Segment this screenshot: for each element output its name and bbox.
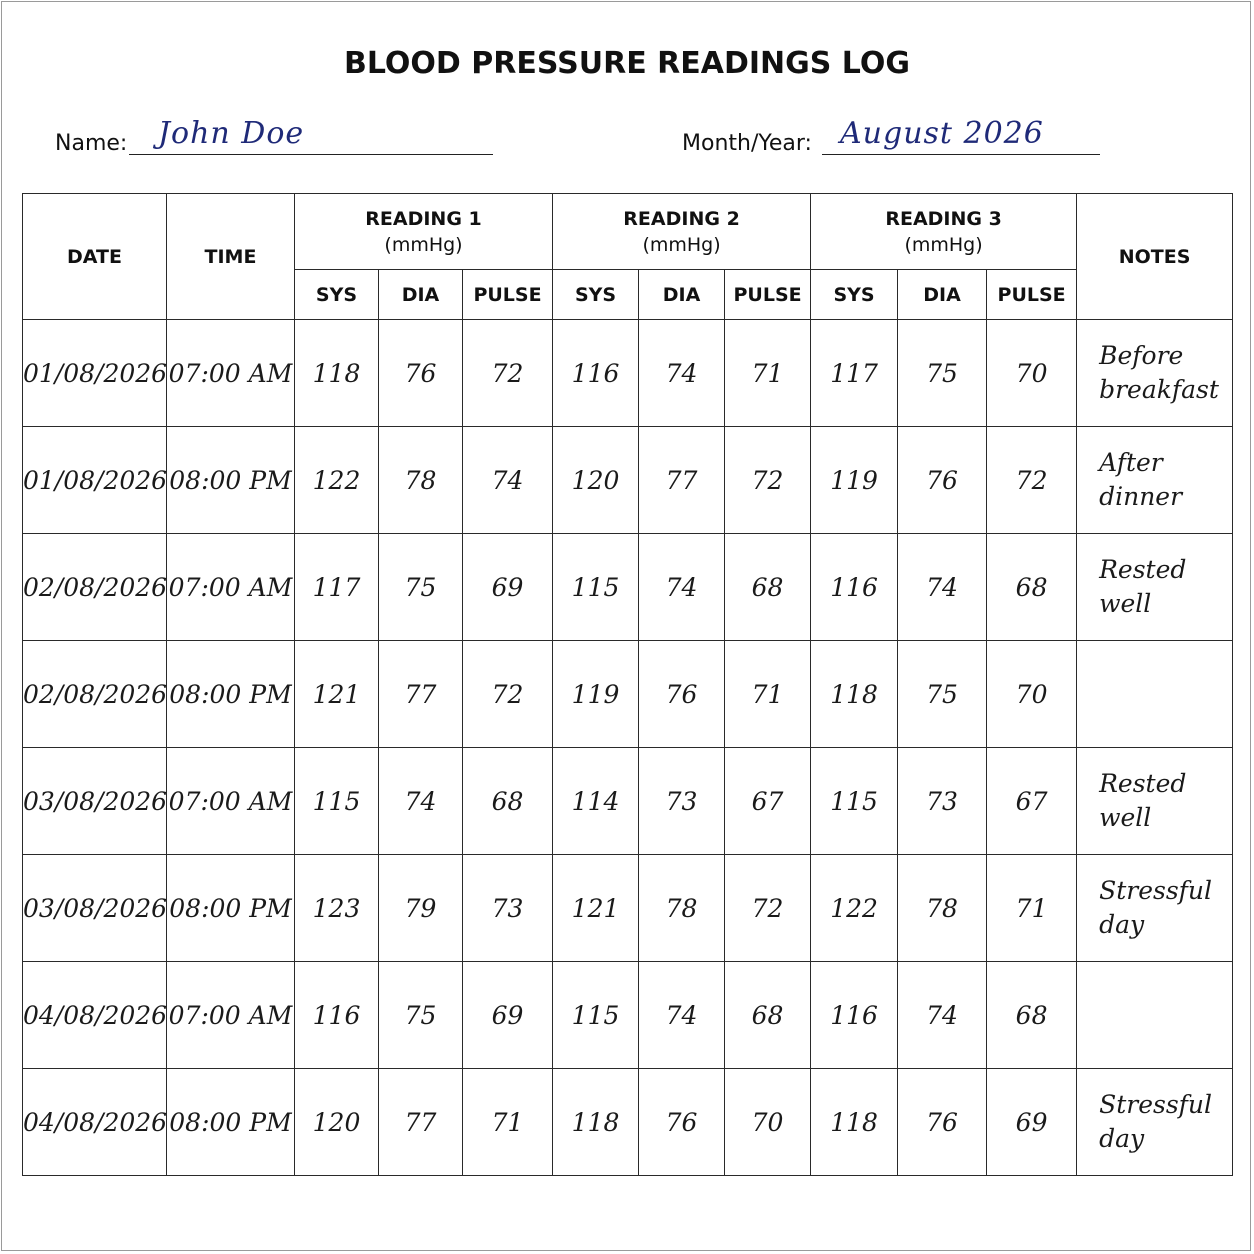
reading-3-pulse-cell[interactable]: 67 <box>987 748 1077 855</box>
reading-3-dia-cell[interactable]: 75 <box>898 320 987 427</box>
time-cell[interactable]: 07:00 AM <box>167 748 295 855</box>
reading-1-pulse-cell[interactable]: 72 <box>463 641 553 748</box>
reading-1-sys-cell[interactable]: 120 <box>295 1069 379 1176</box>
reading-unit: (mmHg) <box>642 233 721 256</box>
reading-unit: (mmHg) <box>384 233 463 256</box>
pulse-header: PULSE <box>725 270 811 320</box>
page-title: BLOOD PRESSURE READINGS LOG <box>344 46 910 81</box>
reading-1-pulse-cell[interactable]: 71 <box>463 1069 553 1176</box>
reading-2-sys-cell[interactable]: 116 <box>553 320 639 427</box>
reading-3-sys-cell[interactable]: 119 <box>811 427 898 534</box>
reading-2-pulse-cell[interactable]: 71 <box>725 641 811 748</box>
reading-2-sys-cell[interactable]: 119 <box>553 641 639 748</box>
reading-1-sys-cell[interactable]: 117 <box>295 534 379 641</box>
reading-2-sys-cell[interactable]: 120 <box>553 427 639 534</box>
reading-1-sys-cell[interactable]: 122 <box>295 427 379 534</box>
reading-3-pulse-cell[interactable]: 68 <box>987 534 1077 641</box>
reading-1-pulse-cell[interactable]: 72 <box>463 320 553 427</box>
reading-2-dia-cell[interactable]: 76 <box>639 641 725 748</box>
reading-2-sys-cell[interactable]: 118 <box>553 1069 639 1176</box>
sys-header: SYS <box>553 270 639 320</box>
reading-1-dia-cell[interactable]: 76 <box>379 320 463 427</box>
readings-table-body <box>23 320 1233 1176</box>
date-cell[interactable]: 03/08/2026 <box>23 748 167 855</box>
table-row <box>23 427 1233 534</box>
time-cell[interactable]: 07:00 AM <box>167 320 295 427</box>
pulse-header: PULSE <box>987 270 1077 320</box>
reading-3-dia-cell[interactable]: 74 <box>898 534 987 641</box>
reading-3-sys-cell[interactable]: 115 <box>811 748 898 855</box>
reading-1-dia-cell[interactable]: 75 <box>379 534 463 641</box>
notes-cell[interactable]: Before breakfast <box>1077 320 1233 427</box>
reading-1-dia-cell[interactable]: 74 <box>379 748 463 855</box>
notes-cell[interactable]: Stressful day <box>1077 1069 1233 1176</box>
reading-1-dia-cell[interactable]: 77 <box>379 641 463 748</box>
reading-3-pulse-cell[interactable]: 69 <box>987 1069 1077 1176</box>
time-cell[interactable]: 07:00 AM <box>167 534 295 641</box>
reading-2-dia-cell[interactable]: 74 <box>639 962 725 1069</box>
reading-1-sys-cell[interactable]: 115 <box>295 748 379 855</box>
time-cell[interactable]: 08:00 PM <box>167 1069 295 1176</box>
reading-2-sys-cell[interactable]: 115 <box>553 962 639 1069</box>
notes-cell[interactable]: Rested well <box>1077 534 1233 641</box>
date-cell[interactable]: 02/08/2026 <box>23 641 167 748</box>
time-cell[interactable]: 08:00 PM <box>167 855 295 962</box>
date-cell[interactable]: 04/08/2026 <box>23 962 167 1069</box>
reading-3-sys-cell[interactable]: 116 <box>811 962 898 1069</box>
reading-2-dia-cell[interactable]: 74 <box>639 320 725 427</box>
reading-1-pulse-cell[interactable]: 69 <box>463 534 553 641</box>
notes-cell[interactable]: After dinner <box>1077 427 1233 534</box>
table-row <box>23 855 1233 962</box>
dia-header: DIA <box>639 270 725 320</box>
reading-2-pulse-cell[interactable]: 71 <box>725 320 811 427</box>
reading-label: READING 3 <box>885 207 1002 230</box>
table-row <box>23 962 1233 1069</box>
reading-unit: (mmHg) <box>904 233 983 256</box>
pulse-header: PULSE <box>463 270 553 320</box>
readings-table <box>22 193 1233 1176</box>
reading-1-dia-cell[interactable]: 79 <box>379 855 463 962</box>
reading-3-pulse-cell[interactable]: 71 <box>987 855 1077 962</box>
time-cell[interactable]: 08:00 PM <box>167 427 295 534</box>
reading-2-pulse-cell[interactable]: 67 <box>725 748 811 855</box>
reading-3-header <box>811 194 1077 270</box>
name-label: Name: <box>55 131 128 156</box>
notes-header: NOTES <box>1077 194 1233 320</box>
date-cell[interactable]: 03/08/2026 <box>23 855 167 962</box>
reading-2-sys-cell[interactable]: 114 <box>553 748 639 855</box>
reading-3-sys-cell[interactable]: 117 <box>811 320 898 427</box>
reading-2-sys-cell[interactable]: 115 <box>553 534 639 641</box>
reading-2-sys-cell[interactable]: 121 <box>553 855 639 962</box>
reading-1-dia-cell[interactable]: 78 <box>379 427 463 534</box>
reading-label: READING 1 <box>365 207 482 230</box>
reading-3-sys-cell[interactable]: 122 <box>811 855 898 962</box>
dia-header: DIA <box>379 270 463 320</box>
reading-1-dia-cell[interactable]: 77 <box>379 1069 463 1176</box>
reading-2-pulse-cell[interactable]: 68 <box>725 534 811 641</box>
reading-2-dia-cell[interactable]: 73 <box>639 748 725 855</box>
reading-2-pulse-cell[interactable]: 68 <box>725 962 811 1069</box>
reading-2-header <box>553 194 811 270</box>
reading-1-sys-cell[interactable]: 116 <box>295 962 379 1069</box>
reading-1-pulse-cell[interactable]: 73 <box>463 855 553 962</box>
reading-3-sys-cell[interactable]: 118 <box>811 1069 898 1176</box>
reading-1-sys-cell[interactable]: 123 <box>295 855 379 962</box>
name-underline <box>129 154 493 155</box>
reading-3-pulse-cell[interactable]: 70 <box>987 641 1077 748</box>
reading-3-dia-cell[interactable]: 76 <box>898 1069 987 1176</box>
month-year-label: Month/Year: <box>682 131 812 156</box>
reading-2-pulse-cell[interactable]: 72 <box>725 427 811 534</box>
notes-cell[interactable]: Stressful day <box>1077 855 1233 962</box>
reading-1-sys-cell[interactable]: 118 <box>295 320 379 427</box>
reading-3-pulse-cell[interactable]: 70 <box>987 320 1077 427</box>
date-cell[interactable]: 01/08/2026 <box>23 320 167 427</box>
reading-3-sys-cell[interactable]: 118 <box>811 641 898 748</box>
time-cell[interactable]: 08:00 PM <box>167 641 295 748</box>
reading-1-pulse-cell[interactable]: 74 <box>463 427 553 534</box>
dia-header: DIA <box>898 270 987 320</box>
date-cell[interactable]: 01/08/2026 <box>23 427 167 534</box>
month-year-underline <box>822 154 1100 155</box>
reading-2-dia-cell[interactable]: 76 <box>639 1069 725 1176</box>
reading-3-sys-cell[interactable]: 116 <box>811 534 898 641</box>
date-cell[interactable]: 02/08/2026 <box>23 534 167 641</box>
sys-header: SYS <box>295 270 379 320</box>
reading-2-pulse-cell[interactable]: 72 <box>725 855 811 962</box>
reading-3-dia-cell[interactable]: 75 <box>898 641 987 748</box>
table-row <box>23 748 1233 855</box>
reading-3-dia-cell[interactable]: 76 <box>898 427 987 534</box>
reading-1-dia-cell[interactable]: 75 <box>379 962 463 1069</box>
month-year-value[interactable]: August 2026 <box>840 116 1044 151</box>
reading-1-pulse-cell[interactable]: 68 <box>463 748 553 855</box>
table-row <box>23 1069 1233 1176</box>
notes-cell[interactable]: Rested well <box>1077 748 1233 855</box>
reading-label: READING 2 <box>623 207 740 230</box>
table-row <box>23 641 1233 748</box>
time-header: TIME <box>167 194 295 320</box>
sys-header: SYS <box>811 270 898 320</box>
header-row <box>23 194 1233 270</box>
reading-1-pulse-cell[interactable]: 69 <box>463 962 553 1069</box>
table-row <box>23 534 1233 641</box>
reading-2-dia-cell[interactable]: 74 <box>639 534 725 641</box>
notes-cell[interactable] <box>1077 962 1233 1069</box>
date-header: DATE <box>23 194 167 320</box>
reading-3-dia-cell[interactable]: 73 <box>898 748 987 855</box>
time-cell[interactable]: 07:00 AM <box>167 962 295 1069</box>
table-row <box>23 320 1233 427</box>
reading-3-dia-cell[interactable]: 74 <box>898 962 987 1069</box>
name-value[interactable]: John Doe <box>158 116 305 151</box>
reading-2-dia-cell[interactable]: 78 <box>639 855 725 962</box>
notes-cell[interactable] <box>1077 641 1233 748</box>
reading-3-dia-cell[interactable]: 78 <box>898 855 987 962</box>
reading-3-pulse-cell[interactable]: 68 <box>987 962 1077 1069</box>
reading-1-header <box>295 194 553 270</box>
reading-1-sys-cell[interactable]: 121 <box>295 641 379 748</box>
reading-3-pulse-cell[interactable]: 72 <box>987 427 1077 534</box>
reading-2-pulse-cell[interactable]: 70 <box>725 1069 811 1176</box>
date-cell[interactable]: 04/08/2026 <box>23 1069 167 1176</box>
reading-2-dia-cell[interactable]: 77 <box>639 427 725 534</box>
